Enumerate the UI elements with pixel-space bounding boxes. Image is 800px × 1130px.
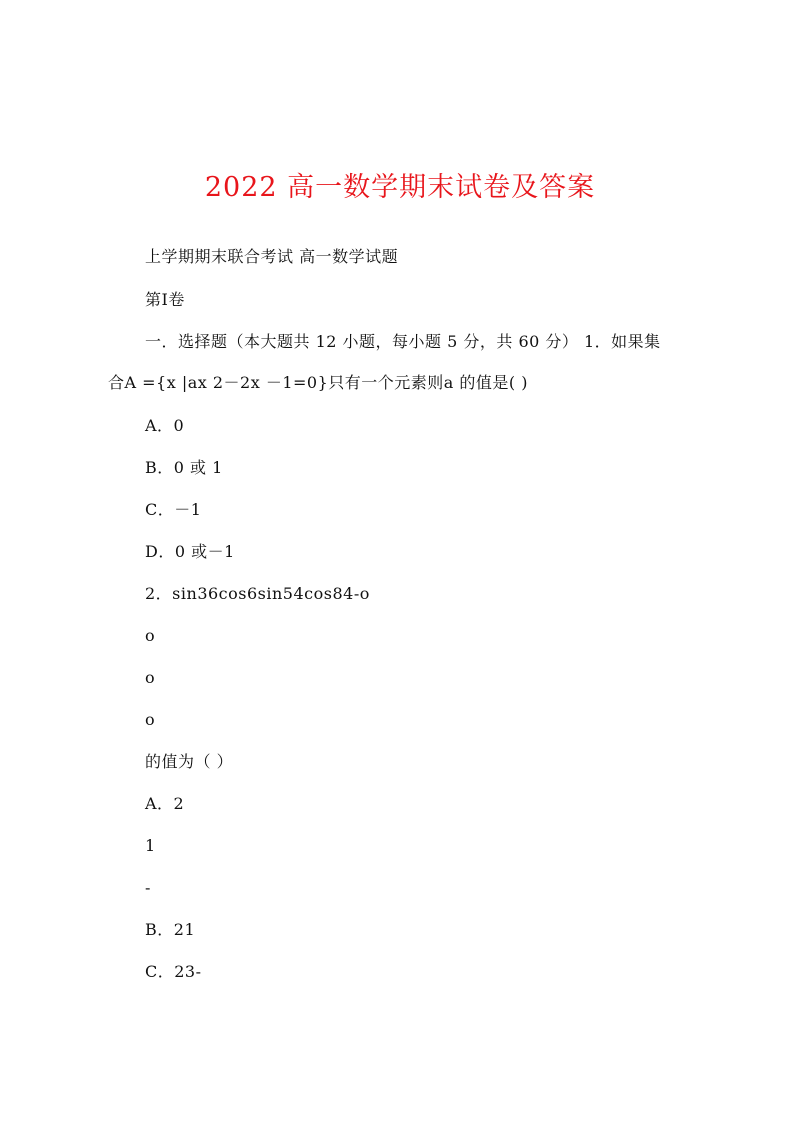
exam-subtitle: 上学期期末联合考试 高一数学试题: [145, 247, 399, 266]
q2-option-c: C．23-: [145, 962, 202, 981]
q2-degree-mark-3: o: [145, 710, 156, 729]
q2-option-b: B．21: [145, 920, 196, 939]
q1-option-c: C．－1: [145, 500, 202, 519]
section-header: 一．选择题（本大题共 12 小题，每小题 5 分，共 60 分） 1．如果集: [145, 332, 661, 351]
q1-option-a: A．0: [145, 416, 185, 435]
q1-option-d: D．0 或－1: [145, 542, 235, 561]
question-2-text: 2．sin36cos6sin54cos84-o: [145, 584, 370, 603]
q2-fraction-bar: -: [145, 878, 151, 897]
q2-degree-mark-2: o: [145, 668, 156, 687]
question-2-suffix: 的值为（ ）: [145, 752, 234, 771]
question-1-continuation: 合A ={x |ax 2－2x －1=0}只有一个元素则a 的值是( ): [108, 373, 528, 392]
q1-option-b: B．0 或 1: [145, 458, 223, 477]
q2-option-a: A．2: [145, 794, 185, 813]
q2-degree-mark-1: o: [145, 626, 156, 645]
volume-heading: 第Ⅰ卷: [145, 290, 185, 309]
q2-fraction-numerator: 1: [145, 836, 156, 855]
document-title: 2022 高一数学期末试卷及答案: [204, 172, 596, 203]
